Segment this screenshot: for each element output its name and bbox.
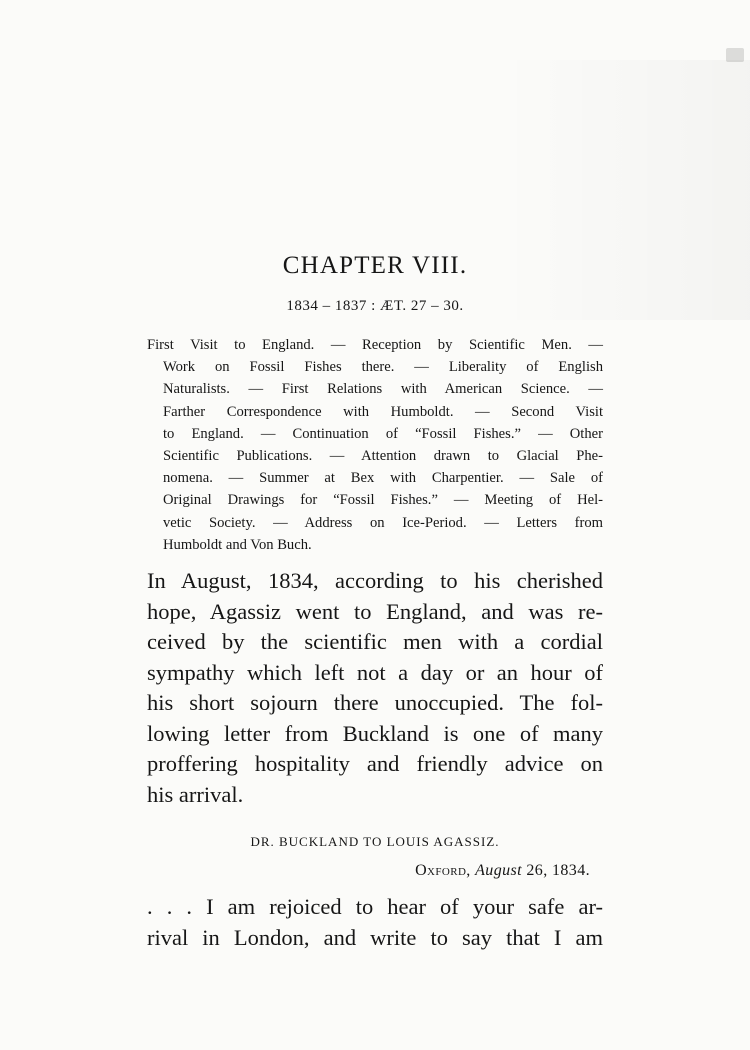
letter-date: 26, 1834. — [526, 862, 590, 879]
chapter-title: CHAPTER VIII. — [282, 252, 468, 279]
body-paragraph — [147, 566, 603, 810]
letter-line: rival in London, and write to say that I am — [147, 925, 603, 950]
body-line: lowing letter from Buckland is one of many — [147, 720, 603, 746]
letter-month: August — [475, 862, 522, 879]
body-line: sympathy which left not a day or an hour of — [147, 659, 603, 685]
summary-line: vetic Society. — Address on Ice-Period. — Letters from — [163, 514, 603, 531]
summary-line: Scientific Publications. — Attention drawn to Glacial Phe- — [163, 448, 603, 465]
summary-line: Original Drawings for “Fossil Fishes.” — Meeting of Hel- — [163, 492, 603, 509]
body-line: his short sojourn there unoccupied. The fol- — [147, 690, 603, 715]
body-line: hope, Agassiz went to England, and was re- — [147, 598, 603, 624]
letter-heading: DR. BUCKLAND TO LOUIS AGASSIZ. — [250, 834, 500, 849]
chapter-summary — [147, 334, 603, 556]
body-line: ceived by the scientific men with a cordial — [147, 629, 603, 654]
letter-dateline — [415, 862, 590, 880]
body-line: his arrival. — [147, 781, 244, 807]
chapter-years: 1834 – 1837 : ÆT. 27 – 30. — [286, 298, 464, 314]
summary-line: Farther Correspondence with Humboldt. — Second Visit — [163, 403, 603, 420]
summary-line: to England. — Continuation of “Fossil Fishes.” — Other — [163, 425, 603, 442]
letter-line: . . . I am rejoiced to hear of your safe ar- — [147, 894, 603, 919]
bleed-through-shadow — [500, 60, 750, 320]
letter-body — [147, 891, 603, 953]
summary-line: nomena. — Summer at Bex with Charpentier. — Sale of — [163, 470, 603, 487]
summary-line: First Visit to England. — Reception by Scientific Men. — — [147, 337, 603, 353]
summary-line: Humboldt and Von Buch. — [163, 536, 312, 553]
body-line: In August, 1834, according to his cherished — [147, 568, 603, 593]
letter-place: Oxford, — [415, 862, 471, 879]
summary-line: Work on Fossil Fishes there. — Liberality of English — [163, 359, 603, 376]
body-line: proffering hospitality and friendly advice on — [147, 751, 603, 776]
summary-line: Naturalists. — First Relations with American Science. — — [163, 381, 603, 398]
page-edge-mark — [726, 48, 744, 62]
